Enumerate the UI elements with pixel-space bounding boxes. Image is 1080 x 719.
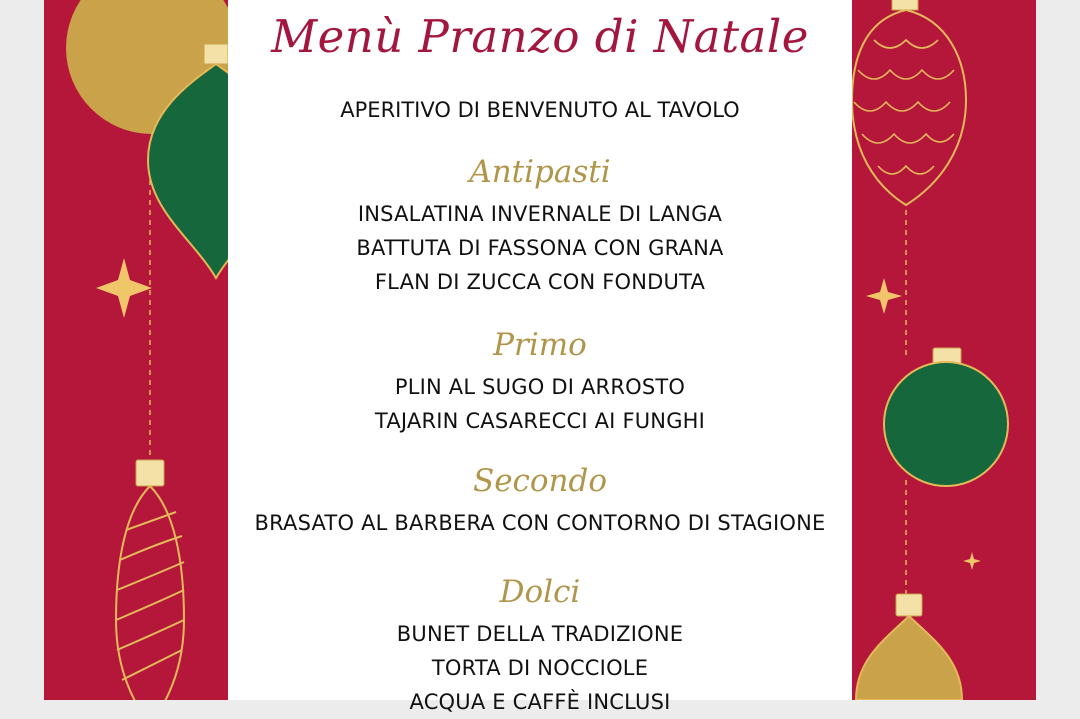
menu-panel [228, 0, 852, 714]
menu-item: TAJARIN CASARECCI AI FUNGHI [374, 409, 706, 433]
menu-item: PLIN AL SUGO DI ARROSTO [394, 375, 686, 399]
section-antipasti [228, 150, 852, 299]
pinecone-ornament-icon [852, 0, 966, 205]
menu-title: Menù Pranzo di Natale [271, 10, 809, 63]
menu-item: INSALATINA INVERNALE DI LANGA [357, 202, 723, 226]
section-title: Antipasti [469, 154, 611, 190]
section-title: Secondo [472, 463, 608, 499]
menu-item: TORTA DI NOCCIOLE [431, 656, 649, 680]
gold-ball-ornament-icon [856, 594, 962, 700]
section-secondo [228, 459, 852, 540]
menu-item: FLAN DI ZUCCA CON FONDUTA [374, 270, 706, 294]
section-primo [228, 323, 852, 438]
menu-item: BUNET DELLA TRADIZIONE [396, 622, 684, 646]
section-title: Primo [493, 327, 587, 363]
section-title: Dolci [499, 574, 581, 610]
section-dolci [228, 570, 852, 719]
menu-item: BATTUTA DI FASSONA CON GRANA [356, 236, 724, 260]
green-ball-ornament-icon [884, 348, 1008, 486]
gold-star-icon [96, 258, 152, 318]
menu-item: BRASATO AL BARBERA CON CONTORNO DI STAGIONE [254, 511, 826, 535]
striped-ornament-icon [116, 460, 184, 700]
menu-item: ACQUA E CAFFÈ INCLUSI [409, 690, 671, 714]
welcome-line: APERITIVO DI BENVENUTO AL TAVOLO [340, 98, 740, 122]
